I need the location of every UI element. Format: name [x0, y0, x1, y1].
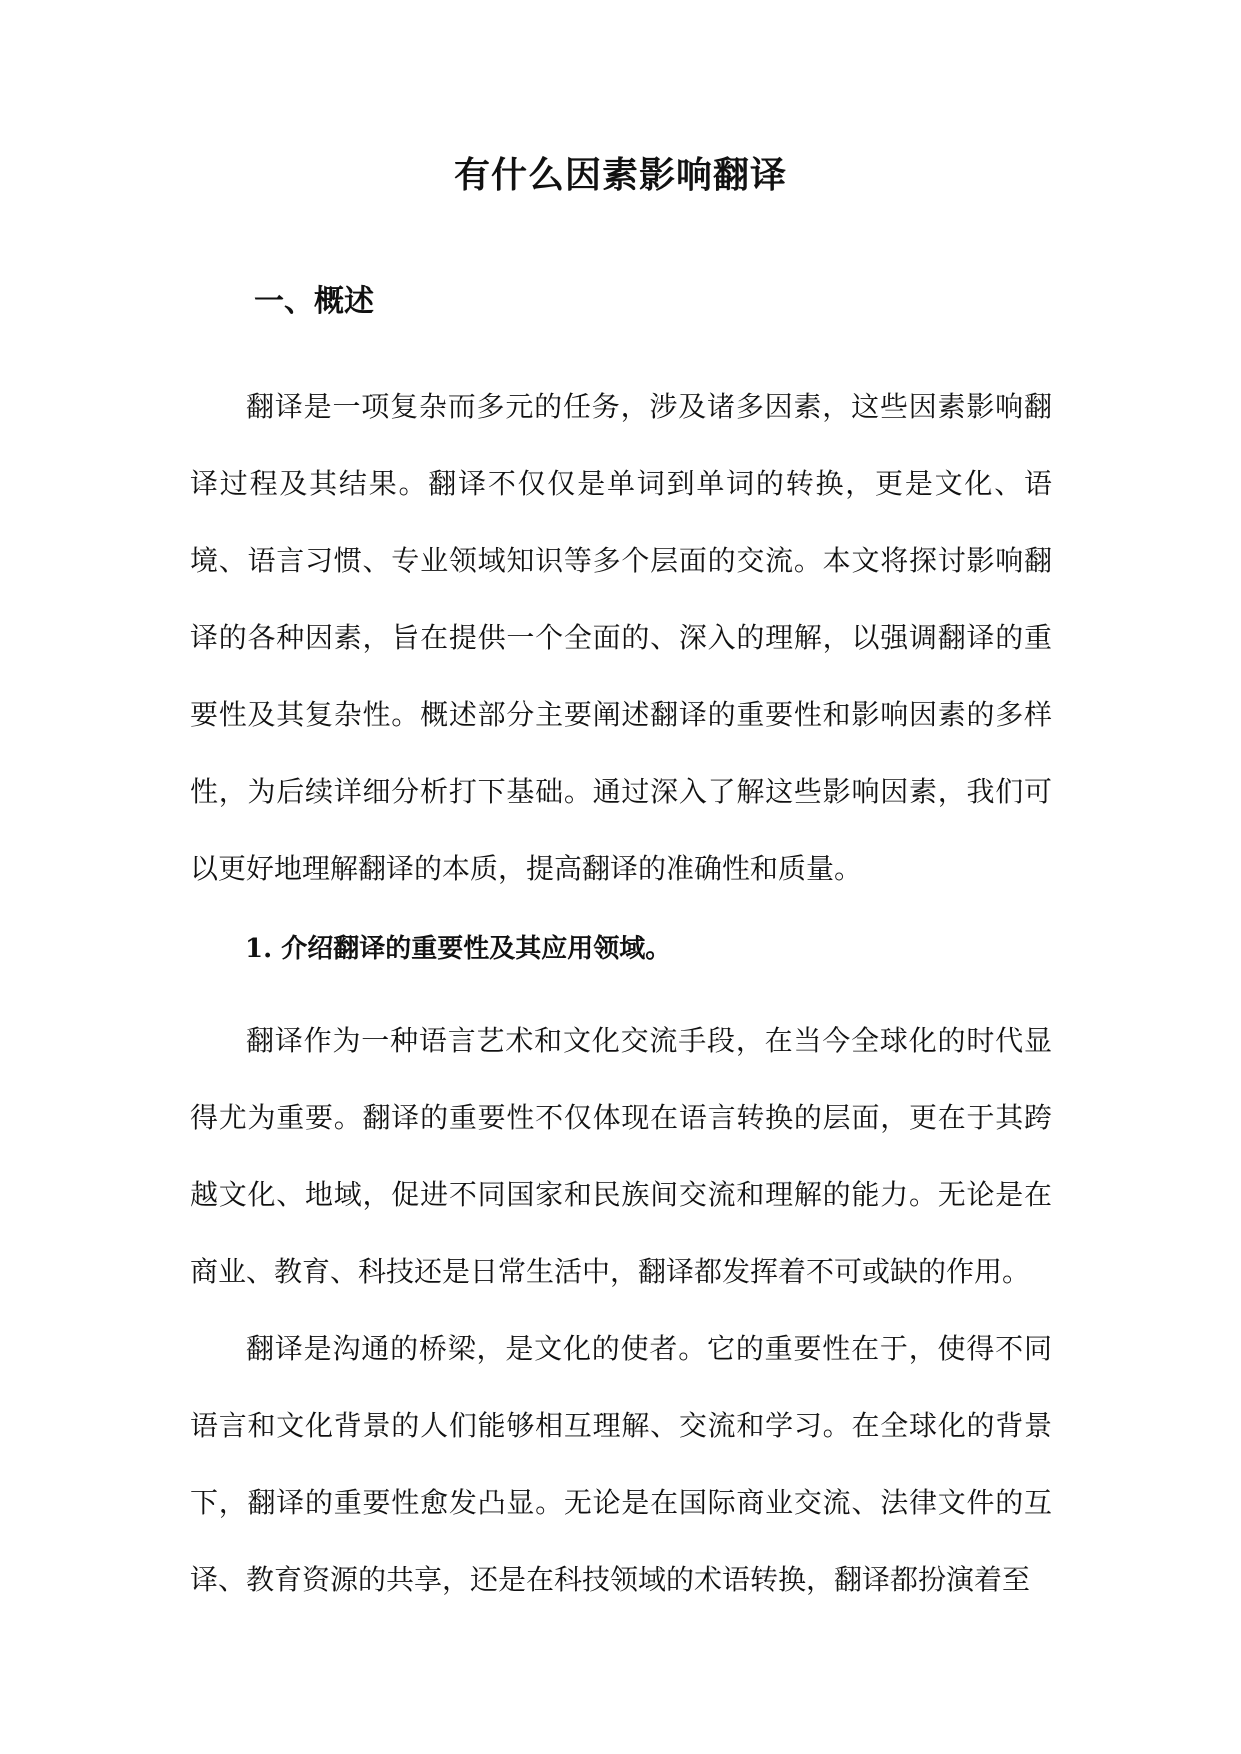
subsection-heading-importance: 1. 介绍翻译的重要性及其应用领域。 [245, 934, 672, 964]
document-title: 有什么因素影响翻译 [453, 154, 787, 196]
paragraph-bridge: 翻译是沟通的桥梁，是文化的使者。它的重要性在于，使得不同语言和文化背景的人们能够相互理解、交流和学习。在全球化的背景下，翻译的重要性愈发凸显。无论是在国际商业交流、法律文件的互译、教育资源的共享，还是在科技领域的术语转换，翻译都扮演着至 [190, 1332, 1052, 1596]
paragraph-overview: 翻译是一项复杂而多元的任务，涉及诸多因素，这些因素影响翻译过程及其结果。翻译不仅仅是单词到单词的转换，更是文化、语境、语言习惯、专业领域知识等多个层面的交流。本文将探讨影响翻译的各种因素，旨在提供一个全面的、深入的理解，以强调翻译的重要性及其复杂性。概述部分主要阐述翻译的重要性和影响因素的多样性，为后续详细分析打下基础。通过深入了解这些影响因素，我们可以更好地理解翻译的本质，提高翻译的准确性和质量。 [190, 390, 1052, 885]
paragraph-importance: 翻译作为一种语言艺术和文化交流手段，在当今全球化的时代显得尤为重要。翻译的重要性不仅体现在语言转换的层面，更在于其跨越文化、地域，促进不同国家和民族间交流和理解的能力。无论是在商业、教育、科技还是日常生活中，翻译都发挥着不可或缺的作用。 [190, 1024, 1052, 1288]
section-heading-overview: 一、概述 [254, 284, 374, 319]
